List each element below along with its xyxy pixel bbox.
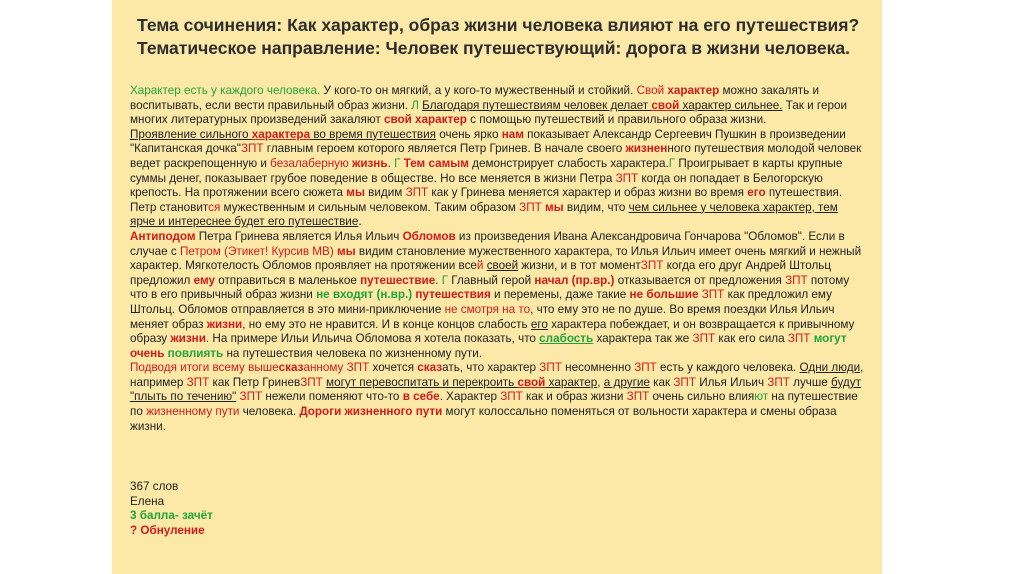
text-run: Проявление сильного bbox=[130, 127, 252, 141]
text-run: как его сила bbox=[715, 332, 788, 346]
author-name: Елена bbox=[130, 494, 165, 508]
text-run: главным героем которого является Петр Гринев. В начале своего bbox=[263, 142, 626, 156]
text-run: Дороги жизненного пути bbox=[299, 405, 443, 419]
text-run: ЗПТ bbox=[405, 186, 429, 200]
text-run: отправиться в маленькое bbox=[214, 273, 361, 287]
essay-paragraph bbox=[130, 128, 866, 230]
text-run: мужественным и сильным человеком. Таким образом bbox=[220, 200, 520, 214]
text-run: Главный герой bbox=[448, 273, 535, 287]
text-run: , но ему это не нравится. И в конце концов слабость bbox=[242, 317, 531, 331]
text-run: путешествия. Петр становит bbox=[130, 186, 843, 214]
text-run: ему bbox=[193, 273, 215, 287]
text-run: Одни люди bbox=[799, 361, 861, 375]
text-run: как и образ жизни bbox=[522, 390, 627, 404]
text-run: жизнен bbox=[625, 142, 668, 156]
text-run: ЗПТ bbox=[626, 390, 650, 404]
text-run: . bbox=[358, 215, 362, 229]
text-run: начал (пр.вр.) bbox=[534, 273, 615, 287]
text-run: будут "плыть по течению" bbox=[130, 375, 861, 404]
text-run: из произведения Ивана Александровича Гончарова "Обломов". Если в случае с bbox=[130, 229, 845, 258]
text-run: лучше bbox=[789, 375, 832, 389]
text-run: ЗПТ bbox=[787, 332, 811, 346]
text-run: во время путешествия bbox=[310, 127, 437, 141]
text-run: Петра Гринева является Илья Ильич bbox=[195, 229, 403, 243]
text-run: Петром (Этикет! Курсив МВ) bbox=[179, 244, 334, 258]
text-run: мы bbox=[545, 200, 564, 214]
text-run: свой характер bbox=[383, 113, 467, 127]
text-run: ЗПТ bbox=[300, 375, 323, 389]
text-run: ЗПТ bbox=[767, 375, 790, 389]
text-run: несомненно bbox=[561, 361, 635, 375]
text-run: как предложил ему Штольц. Обломов отправляется в это мини-приключение bbox=[130, 288, 832, 316]
text-run: хочется bbox=[369, 361, 418, 375]
text-run: а другие bbox=[603, 375, 650, 389]
text-run: ЗПТ bbox=[701, 288, 725, 302]
text-run: и перемены, даже такие bbox=[490, 288, 630, 302]
text-run: ют bbox=[754, 390, 769, 404]
text-run: видим становление мужественного характера, то Илья Ильич имеет очень мягкий и нежный характер. Мягкотелость Обломов проявляет на протяжении все bbox=[130, 244, 862, 273]
text-run: ЗПТ bbox=[519, 200, 542, 214]
text-run: могут перевоспитать и перекроить bbox=[326, 375, 518, 389]
text-run: отказывается от предложения bbox=[614, 273, 786, 287]
text-run: . bbox=[387, 156, 395, 170]
grade-result: 3 балла- зачёт bbox=[130, 509, 213, 523]
text-run: характера bbox=[251, 127, 311, 141]
text-run: видим, что bbox=[563, 200, 629, 214]
text-run: Илья Ильич bbox=[695, 375, 768, 389]
essay-paragraph bbox=[130, 84, 866, 128]
text-run: очень сильно влия bbox=[649, 390, 755, 404]
text-run: ЗПТ bbox=[673, 375, 696, 389]
text-run: Г bbox=[441, 273, 449, 287]
text-run: Проигрывает в карты крупные суммы денег, показывает грубое поведение в обществе. Но все меняется в жизни Петра bbox=[130, 156, 843, 185]
text-run: сказ bbox=[278, 361, 304, 375]
text-run: в себе bbox=[402, 390, 440, 404]
text-run: повлиять bbox=[167, 346, 224, 360]
text-run: потому что в его привычный образ жизни bbox=[130, 273, 850, 302]
text-run: своей bbox=[486, 259, 519, 273]
text-run: , например bbox=[130, 361, 864, 389]
title-line-topic: Тема сочинения: Как характер, образ жизни человека влияют на его путешествия? bbox=[137, 15, 860, 35]
text-run: Антиподом bbox=[130, 229, 196, 243]
text-run: его bbox=[747, 186, 766, 200]
text-run: Г bbox=[668, 156, 676, 170]
text-run: как bbox=[649, 375, 674, 389]
text-run: характер сильнее. bbox=[679, 98, 783, 112]
text-run: на путешествие по bbox=[130, 390, 858, 419]
text-run: жизни bbox=[170, 332, 206, 346]
text-run: жизнь bbox=[352, 156, 388, 170]
text-run: человека. bbox=[239, 405, 300, 419]
text-run: его bbox=[530, 317, 548, 331]
text-run: характер bbox=[667, 84, 720, 97]
text-run: нежели поменяют что-то bbox=[262, 390, 403, 404]
text-run: ЗПТ bbox=[634, 361, 657, 375]
text-run: Тем самым bbox=[403, 156, 469, 170]
text-run: не большие bbox=[629, 288, 699, 302]
text-run: могут колоссально поменяться от вольности характера и смены образа жизни. bbox=[130, 405, 837, 433]
text-run: не смотря на то bbox=[444, 302, 531, 316]
text-run: Благодаря путешествиям человек делает bbox=[422, 98, 652, 112]
text-run: ЗПТ bbox=[785, 273, 808, 287]
text-run: свой bbox=[517, 375, 546, 389]
text-run: чем сильнее у человека характер, тем ярче и интереснее будет его путешествие bbox=[130, 200, 838, 229]
slide bbox=[112, 0, 882, 574]
text-run: слабость bbox=[539, 332, 594, 346]
text-run: ЗПТ bbox=[539, 361, 562, 375]
text-run: как у Гринева меняется характер и образ жизни во время bbox=[428, 186, 748, 200]
text-run: Характер есть у каждого человека. bbox=[130, 84, 321, 97]
reset-note: ? Обнуление bbox=[130, 523, 205, 537]
text-run: ЗПТ bbox=[240, 142, 264, 156]
text-run: ЗПТ bbox=[640, 259, 664, 273]
text-run: мы bbox=[346, 186, 365, 200]
essay-text bbox=[130, 84, 866, 434]
title-line-direction: Тематическое направление: Человек путешествующий: дорога в жизни человека. bbox=[137, 38, 850, 58]
text-run: ЗПТ bbox=[346, 361, 370, 375]
text-run: мы bbox=[337, 244, 356, 258]
text-run: жизненному пути bbox=[146, 405, 240, 419]
text-run: Обломов bbox=[402, 229, 456, 243]
text-run: могут bbox=[813, 332, 847, 346]
text-run: видим bbox=[364, 186, 406, 200]
text-run: У кого-то он мягкий, а у кого-то мужественный и стойкий. bbox=[320, 84, 637, 97]
word-count: 367 слов bbox=[130, 480, 179, 493]
text-run: путешествие bbox=[360, 273, 436, 287]
text-run: ЗПТ bbox=[500, 390, 523, 404]
text-run: характера побеждает, и он возвращается к привычному образу bbox=[130, 317, 855, 346]
text-run: на путешествия человека по жизненному пути. bbox=[223, 346, 482, 360]
text-run: Подводя итоги всему выше bbox=[130, 361, 279, 375]
text-run: ЗПТ bbox=[239, 390, 263, 404]
essay-paragraph bbox=[130, 230, 866, 361]
text-run: . На примере Ильи Ильича Обломова я хотела показать, что bbox=[205, 332, 540, 346]
text-run: свой bbox=[651, 98, 680, 112]
text-run: характера так же bbox=[593, 332, 693, 346]
text-run: ного путешествия молодой человек ведет раскрепощенную и bbox=[130, 142, 862, 170]
text-run: . Характер bbox=[439, 390, 501, 404]
text-run: Свой bbox=[636, 84, 665, 97]
text-run: жизни bbox=[206, 317, 243, 331]
text-run: ЗПТ bbox=[615, 171, 639, 185]
text-run: не входят (н.вр.) bbox=[316, 288, 413, 302]
text-run: можно закалять и воспитывать, если вести правильный образ жизни. bbox=[130, 84, 820, 112]
text-run: показывает Александр Сергеевич Пушкин в произведении "Капитанская дочка" bbox=[130, 127, 846, 156]
text-run: сказ bbox=[417, 361, 443, 375]
text-run: й bbox=[476, 259, 484, 273]
text-run: очень bbox=[130, 346, 165, 360]
text-run: когда он попадает в Белогорскую крепость. На протяжении всего сюжета bbox=[130, 171, 823, 200]
text-run: характер bbox=[545, 375, 598, 389]
text-run: жизни, и в тот момент bbox=[518, 259, 641, 273]
text-run: путешествия bbox=[415, 288, 491, 302]
text-run: ЗПТ bbox=[186, 375, 210, 389]
text-run: есть у каждого человека. bbox=[656, 361, 800, 375]
text-run: с помощью путешествий и правильного образа жизни. bbox=[466, 113, 767, 127]
text-run: очень ярко bbox=[436, 127, 502, 141]
text-run: ся bbox=[208, 200, 221, 214]
text-run: Г bbox=[394, 156, 401, 170]
text-run: демонстрирует слабость характера. bbox=[468, 156, 669, 170]
text-run: ЗПТ bbox=[692, 332, 716, 346]
text-run: нам bbox=[501, 127, 524, 141]
essay-paragraph bbox=[130, 361, 866, 434]
slide-title bbox=[137, 14, 877, 60]
text-run: безалаберную bbox=[270, 156, 353, 170]
text-run: Л bbox=[411, 98, 419, 112]
text-run: анному bbox=[303, 361, 347, 375]
text-run: Так и герои многих литературных произведений закаляют bbox=[130, 98, 847, 127]
text-run: , что ему это не по душе. Во время поездки Илья Ильич меняет образ bbox=[130, 302, 835, 331]
text-run: когда его друг Андрей Штольц предложил bbox=[130, 259, 832, 287]
text-run: как Петр Гринев bbox=[209, 375, 301, 389]
text-run: . bbox=[435, 273, 442, 287]
text-run: , bbox=[597, 375, 604, 389]
essay-footer bbox=[130, 480, 213, 538]
text-run: ать, что характер bbox=[442, 361, 540, 375]
